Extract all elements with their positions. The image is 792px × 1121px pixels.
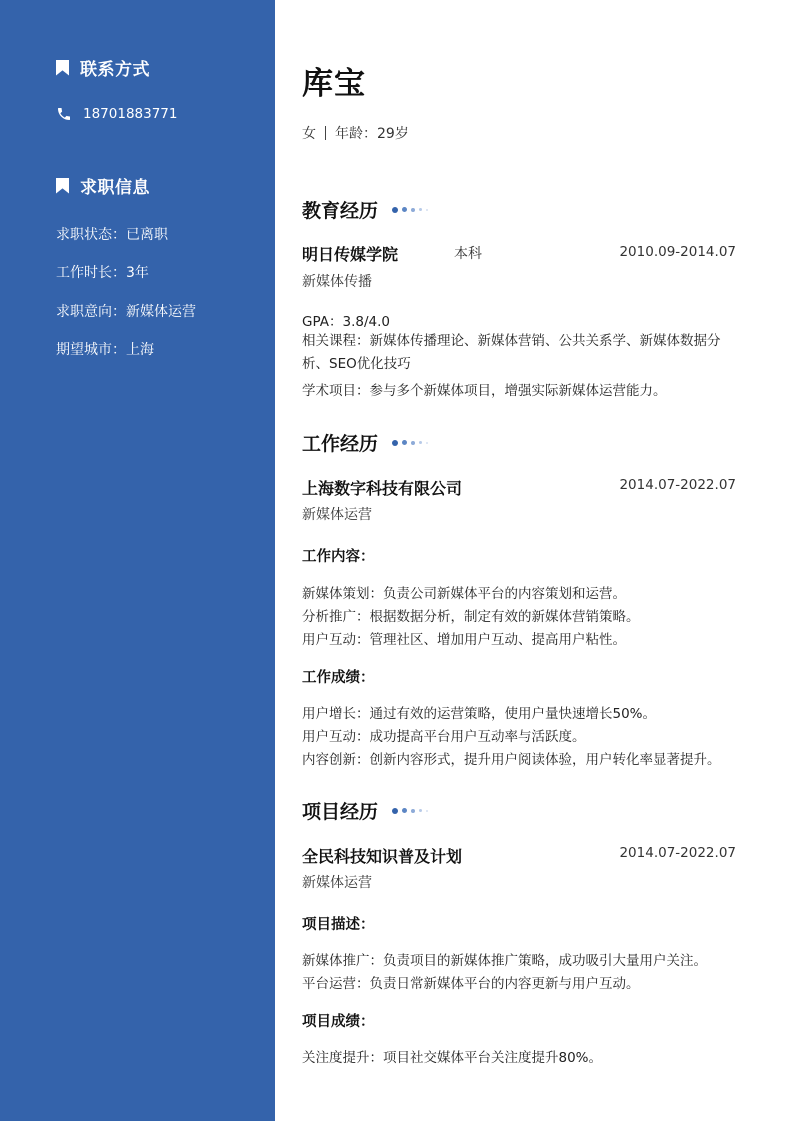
project-desc-title: 项目描述： [302, 917, 375, 933]
bookmark-icon [56, 60, 69, 76]
sidebar [0, 0, 275, 1121]
courses: 相关课程：新媒体传播理论、新媒体营销、公共关系学、新媒体数据分析、SEO优化技巧 [302, 333, 721, 372]
gpa: GPA：3.8/4.0 [302, 314, 390, 330]
work-section-title [302, 429, 432, 456]
project-title-label: 项目经历 [302, 801, 379, 823]
education-section-title [302, 196, 432, 223]
basic-info [302, 123, 409, 143]
contact-heading-label: 联系方式 [80, 60, 150, 80]
candidate-name: 库宝 [302, 66, 366, 102]
project-role: 新媒体运营 [302, 875, 372, 891]
project-date: 2014.07-2022.07 [619, 845, 736, 861]
education-date: 2010.09-2014.07 [619, 244, 736, 260]
gender: 女 [302, 126, 316, 142]
project-section-title [302, 797, 432, 824]
academic-projects: 学术项目：参与多个新媒体项目，增强实际新媒体运营能力。 [302, 383, 667, 399]
phone-row [56, 106, 177, 122]
bookmark-icon [56, 178, 69, 194]
divider [325, 126, 326, 140]
job-heading [56, 173, 150, 198]
work-content-item: 分析推广：根据数据分析，制定有效的新媒体营销策略。 [302, 609, 640, 625]
project-result-item: 关注度提升：项目社交媒体平台关注度提升80%。 [302, 1050, 603, 1066]
job-intention: 求职意向：新媒体运营 [56, 304, 196, 320]
project-desc-item: 新媒体推广：负责项目的新媒体推广策略，成功吸引大量用户关注。 [302, 953, 707, 969]
project-desc-item: 平台运营：负责日常新媒体平台的内容更新与用户互动。 [302, 976, 640, 992]
work-date: 2014.07-2022.07 [619, 477, 736, 493]
degree: 本科 [454, 246, 482, 262]
decorative-dots [392, 207, 432, 213]
decorative-dots [392, 440, 432, 446]
decorative-dots [392, 808, 432, 814]
phone-icon [56, 106, 72, 122]
school-name: 明日传媒学院 [302, 245, 399, 264]
work-content-title: 工作内容： [302, 549, 375, 565]
company-name: 上海数字科技有限公司 [302, 479, 463, 498]
work-result-item: 用户增长：通过有效的运营策略，使用户量快速增长50%。 [302, 706, 657, 722]
age: 年龄：29岁 [335, 126, 409, 142]
work-result-item: 用户互动：成功提高平台用户互动率与活跃度。 [302, 729, 586, 745]
desired-city: 期望城市：上海 [56, 342, 154, 358]
major: 新媒体传播 [302, 274, 372, 290]
phone-number: 18701883771 [83, 106, 178, 122]
education-title-label: 教育经历 [302, 200, 379, 222]
work-result-item: 内容创新：创新内容形式，提升用户阅读体验，用户转化率显著提升。 [302, 752, 721, 768]
work-title-label: 工作经历 [302, 433, 379, 455]
work-results-title: 工作成绩： [302, 670, 375, 686]
work-content-item: 新媒体策划：负责公司新媒体平台的内容策划和运营。 [302, 586, 626, 602]
project-name: 全民科技知识普及计划 [302, 847, 463, 866]
contact-heading [56, 55, 150, 80]
job-heading-label: 求职信息 [80, 178, 150, 198]
work-content-item: 用户互动：管理社区、增加用户互动、提高用户粘性。 [302, 632, 626, 648]
project-results-title: 项目成绩： [302, 1014, 375, 1030]
job-status: 求职状态：已离职 [56, 227, 168, 243]
work-role: 新媒体运营 [302, 507, 372, 523]
work-duration: 工作时长：3年 [56, 265, 149, 281]
